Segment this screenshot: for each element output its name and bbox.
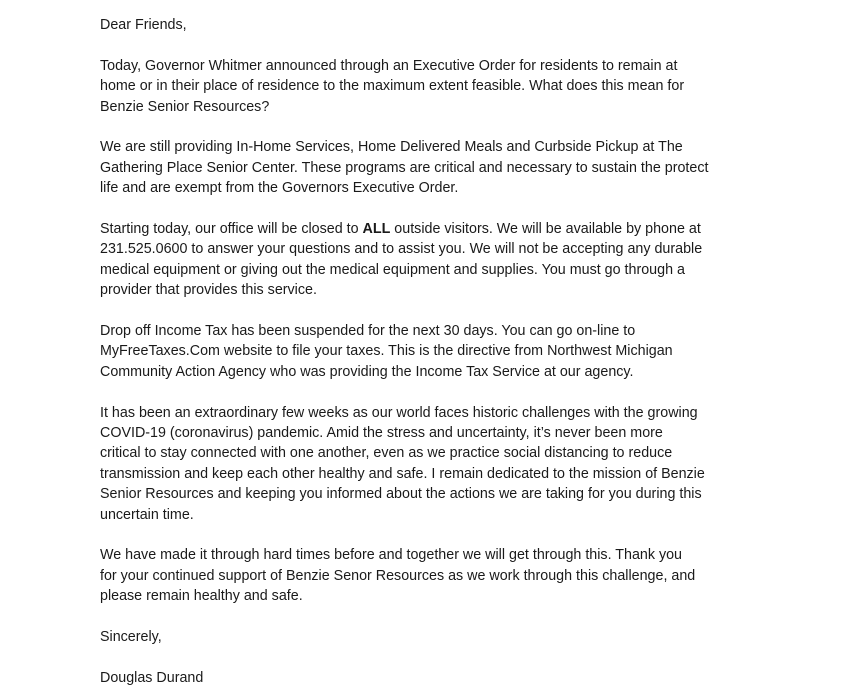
paragraph-line: We have made it through hard times before and together we will get through this. Thank you xyxy=(100,547,683,564)
paragraph-line: Today, Governor Whitmer announced through an Executive Order for residents to remain at xyxy=(100,57,678,74)
paragraph-line: Senior Resources and keeping you informed about the actions we are taking for you during this xyxy=(100,486,702,503)
paragraph-line: medical equipment or giving out the medical equipment and supplies. You must go through a xyxy=(100,261,685,278)
paragraph-line: Drop off Income Tax has been suspended for the next 30 days. You can go on-line to xyxy=(100,323,636,340)
salutation: Dear Friends, xyxy=(100,17,187,33)
closing-paragraph xyxy=(100,627,760,647)
paragraph-line: Gathering Place Senior Center. These programs are critical and necessary to sustain the protect xyxy=(100,159,709,176)
salutation-paragraph xyxy=(100,15,760,35)
income-tax-paragraph xyxy=(100,321,760,382)
paragraph-line: Community Action Agency who was providing the Income Tax Service at our agency. xyxy=(100,363,634,380)
closing: Sincerely, xyxy=(100,629,162,646)
paragraph-line: uncertain time. xyxy=(100,506,194,523)
letter-body xyxy=(100,15,760,688)
paragraph-line: MyFreeTaxes.Com website to file your taxes. This is the directive from Northwest Michigan xyxy=(100,343,673,360)
text-segment: Starting today, our office will be closed to xyxy=(100,221,363,238)
services-paragraph xyxy=(100,137,760,198)
office-closure-paragraph xyxy=(100,219,760,301)
paragraph-line: We are still providing In-Home Services, Home Delivered Meals and Curbside Pickup at The xyxy=(100,139,683,156)
paragraph-line: please remain healthy and safe. xyxy=(100,588,303,605)
emphasis-all: ALL xyxy=(362,221,391,238)
signature-name: Douglas Durand xyxy=(100,669,204,686)
paragraph-line xyxy=(100,219,760,239)
paragraph-line: COVID-19 (coronavirus) pandemic. Amid the stress and uncertainty, it’s never been more xyxy=(100,425,663,442)
paragraph-line: critical to stay connected with one another, even as we practice social distancing to reduce xyxy=(100,445,673,462)
paragraph-line: Benzie Senior Resources? xyxy=(100,98,270,115)
paragraph-line: It has been an extraordinary few weeks as our world faces historic challenges with the growing xyxy=(100,404,698,421)
signature-paragraph xyxy=(100,668,760,688)
paragraph-line: for your continued support of Benzie Senor Resources as we work through this challenge, and xyxy=(100,567,696,584)
paragraph-line: home or in their place of residence to the maximum extent feasible. What does this mean for xyxy=(100,78,685,95)
thank-you-paragraph xyxy=(100,545,760,606)
covid-paragraph xyxy=(100,403,760,525)
text-segment: outside visitors. We will be available by phone at xyxy=(390,221,701,238)
paragraph-line: transmission and keep each other healthy and safe. I remain dedicated to the mission of Benzie xyxy=(100,465,705,482)
paragraph-line: provider that provides this service. xyxy=(100,282,317,299)
paragraph-line: 231.525.0600 to answer your questions and to assist you. We will not be accepting any durable xyxy=(100,241,703,258)
paragraph-line: life and are exempt from the Governors Executive Order. xyxy=(100,180,459,197)
executive-order-paragraph xyxy=(100,56,760,117)
